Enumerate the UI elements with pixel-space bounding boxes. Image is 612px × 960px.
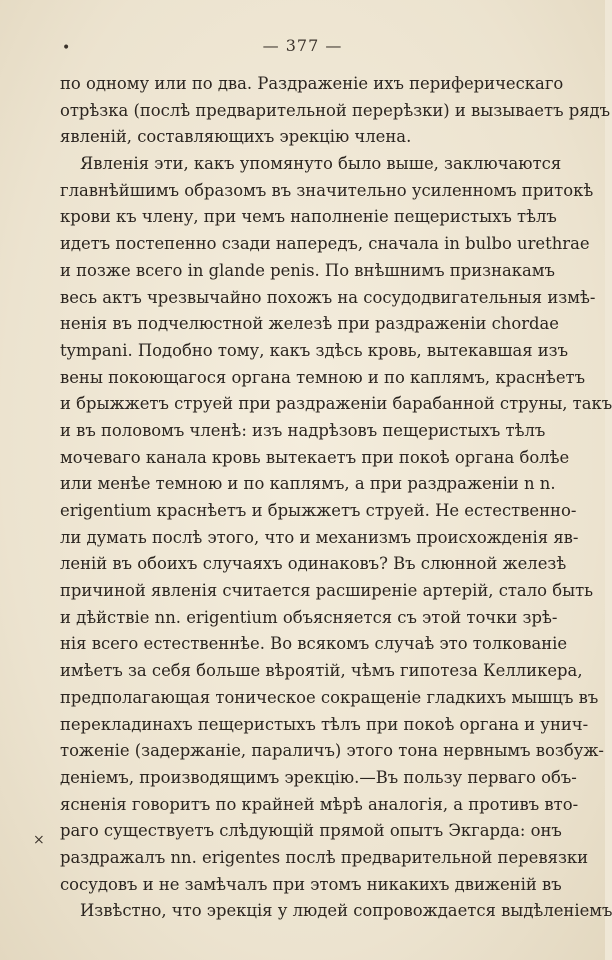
text-line: и позже всего in glande penis. По внѣшнимъ признакамъ	[60, 260, 555, 280]
text-line: перекладинахъ пещеристыхъ тѣлъ при покоѣ органа и унич-	[60, 714, 589, 734]
text-line: ясненія говоритъ по крайней мѣрѣ аналогія, а противъ вто-	[60, 794, 579, 814]
text-line: главнѣйшимъ образомъ въ значительно усиленномъ притокѣ	[60, 180, 594, 200]
text-line: мочеваго канала кровь вытекаетъ при покоѣ органа болѣе	[60, 447, 570, 467]
text-line: весь актъ чрезвычайно похожъ на сосудодвигательныя измѣ-	[60, 287, 596, 307]
margin-mark-side: ×	[33, 832, 45, 848]
text-line: идетъ постепенно сзади напередъ, сначала in bulbo urethrae	[60, 234, 590, 254]
text-line: раздражалъ nn. erigentes послѣ предварительной перевязки	[60, 847, 589, 867]
text-line: ли думать послѣ этого, что и механизмъ происхожденія яв-	[60, 527, 579, 547]
text-line: ненія въ подчелюстной железѣ при раздраженіи chordae	[60, 314, 560, 334]
text-line: тоженіе (задержаніе, параличъ) этого тона нервнымъ возбуж-	[60, 741, 604, 761]
text-line: и брыжжетъ струей при раздраженіи барабанной струны, такъ	[60, 394, 612, 414]
body-text	[60, 71, 612, 925]
text-line: сосудовъ и не замѣчалъ при этомъ никакихъ движеній въ	[60, 874, 562, 894]
text-line: нія всего естественнѣе. Во всякомъ случаѣ это толкованіе	[60, 634, 568, 654]
text-line: и въ половомъ членѣ: изъ надрѣзовъ пещеристыхъ тѣлъ	[60, 420, 546, 440]
text-line: деніемъ, производящимъ эрекцію.—Въ пользу перваго объ-	[60, 767, 577, 787]
text-line: причиной явленія считается расширеніе артерій, стало быть	[60, 581, 594, 601]
text-line: крови къ члену, при чемъ наполненіе пещеристыхъ тѣлъ	[60, 207, 557, 227]
text-line: Явленія эти, какъ упомянуто было выше, заключаются	[80, 154, 562, 174]
text-line: предполагающая тоническое сокращеніе гладкихъ мышцъ въ	[60, 687, 599, 707]
text-line: отрѣзка (послѣ предварительной перерѣзки) и вызываетъ рядъ	[60, 100, 611, 120]
text-line: явленій, составляющихъ эрекцію члена.	[60, 127, 412, 147]
text-line: erigentium краснѣетъ и брыжжетъ струей. Не естественно-	[60, 501, 577, 520]
text-line: раго существуетъ слѣдующій прямой опытъ Экгарда: онъ	[60, 821, 562, 841]
text-line: вены покоющагося органа темною и по каплямъ, краснѣетъ	[60, 367, 586, 387]
paragraph-3	[60, 898, 612, 925]
text-line: и дѣйствіе nn. erigentium объясняется съ этой точки зрѣ-	[60, 607, 558, 627]
text-line: имѣетъ за себя больше вѣроятій, чѣмъ гипотеза Келликера,	[60, 661, 583, 681]
text-line: tympani. Подобно тому, какъ здѣсь кровь, вытекавшая изъ	[60, 340, 569, 360]
page-number: — 377 —	[262, 36, 343, 55]
paragraph-1	[60, 71, 611, 151]
margin-mark-top: •	[62, 40, 71, 56]
paragraph-2	[60, 151, 612, 898]
text-line: по одному или по два. Раздраженіе ихъ периферическаго	[60, 74, 564, 93]
text-line: Извѣстно, что эрекція у людей сопровождается выдѣленіемъ	[80, 901, 612, 921]
text-line: или менѣе темною и по каплямъ, а при раздраженіи n n.	[60, 474, 556, 494]
text-line: леній въ обоихъ случаяхъ одинаковъ? Въ слюнной железѣ	[60, 554, 567, 574]
